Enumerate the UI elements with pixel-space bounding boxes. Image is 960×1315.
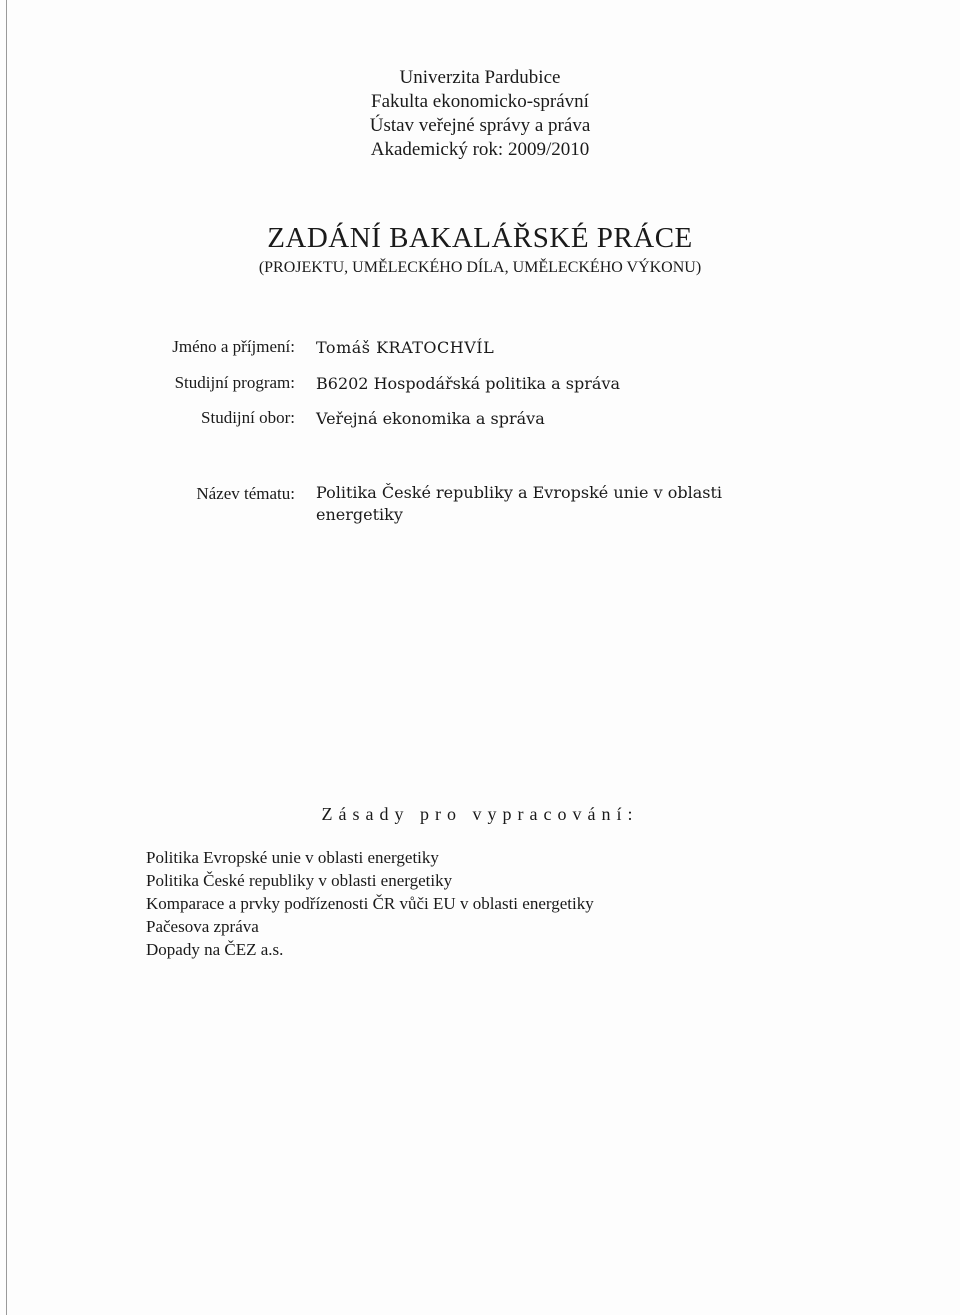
institution-header xyxy=(280,66,680,162)
faculty-name: Fakulta ekonomicko-správní xyxy=(371,91,589,112)
document-title: ZADÁNÍ BAKALÁŘSKÉ PRÁCE xyxy=(267,222,693,254)
name-value: Tomáš KRATOCHVÍL xyxy=(316,338,495,357)
document-subtitle: (PROJEKTU, UMĚLECKÉHO DÍLA, UMĚLECKÉHO VÝKONU) xyxy=(258,259,702,276)
list-item: Politika Evropské unie v oblasti energetiky xyxy=(146,848,439,867)
institute-name: Ústav veřejné správy a práva xyxy=(369,115,591,136)
topic-value: Politika České republiky a Evropské unie v oblasti energetiky xyxy=(316,483,723,524)
program-value: B6202 Hospodářská politika a správa xyxy=(316,374,621,393)
topic-label: Název tématu: xyxy=(196,484,295,503)
rules-list xyxy=(146,846,594,961)
university-name: Univerzita Pardubice xyxy=(399,67,561,88)
list-item: Politika České republiky v oblasti energetiky xyxy=(146,871,453,890)
field-label: Studijní obor: xyxy=(201,408,295,427)
rules-heading: Zásady pro vypracování: xyxy=(321,804,639,824)
field-value: Veřejná ekonomika a správa xyxy=(316,409,545,428)
list-item: Pačesova zpráva xyxy=(146,917,259,936)
list-item: Dopady na ČEZ a.s. xyxy=(146,940,284,959)
page-edge xyxy=(6,0,7,1315)
program-label: Studijní program: xyxy=(174,373,295,392)
list-item: Komparace a prvky podřízenosti ČR vůči EU v oblasti energetiky xyxy=(146,894,594,913)
name-label: Jméno a příjmení: xyxy=(172,337,295,356)
academic-year: Akademický rok: 2009/2010 xyxy=(370,139,590,160)
